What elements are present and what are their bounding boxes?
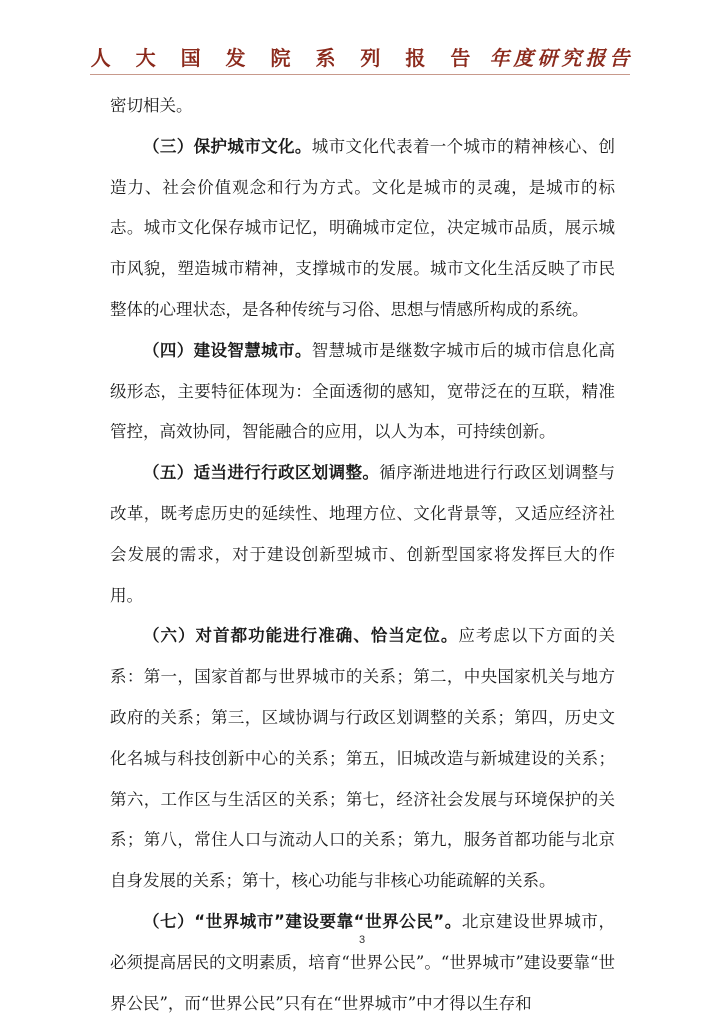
page-number: 3 bbox=[358, 934, 366, 946]
paragraph-text: 北京建设世界城市，必须提高居民的文明素质，培育“世界公民”。“世界城市”建设要靠“世界公民”，而“世界公民”只有在“世界城市”中才得以生存和 bbox=[110, 911, 615, 1013]
paragraph-protect-urban-culture bbox=[110, 127, 615, 331]
paragraph-capital-function bbox=[110, 616, 615, 902]
paragraph-continuation bbox=[110, 86, 615, 127]
paragraph-heading: （三）保护城市文化。 bbox=[143, 136, 312, 156]
report-header bbox=[0, 42, 724, 71]
header-divider bbox=[90, 74, 630, 75]
annual-report-title: 年度研究报告 bbox=[489, 46, 634, 70]
paragraph-heading: （七）“世界城市”建设要靠“世界公民”。 bbox=[143, 911, 462, 931]
paragraph-administrative-division bbox=[110, 453, 615, 616]
paragraph-text: 城市文化代表着一个城市的精神核心、创造力、社会价值观念和行为方式。文化是城市的灵魂，是城市的标志。城市文化保存城市记忆，明确城市定位，决定城市品质，展示城市风貌，塑造城市精神，支撑城市的发展。城市文化生活反映了市民整体的心理状态，是各种传统与习俗、思想与情感所构成的系统。 bbox=[110, 136, 616, 319]
paragraph-smart-city bbox=[110, 331, 615, 453]
paragraph-heading: （四）建设智慧城市。 bbox=[143, 340, 312, 360]
paragraph-text: 循序渐进地进行行政区划调整与改革，既考虑历史的延续性、地理方位、文化背景等，又适应经济社会发展的需求，对于建设创新型城市、创新型国家将发挥巨大的作用。 bbox=[110, 463, 616, 605]
paragraph-text: 密切相关。 bbox=[110, 96, 193, 115]
paragraph-heading: （五）适当进行行政区划调整。 bbox=[143, 463, 380, 483]
paragraph-text: 智慧城市是继数字城市后的城市信息化高级形态，主要特征体现为：全面透彻的感知，宽带泛在的互联，精准管控，高效协同，智能融合的应用，以人为本，可持续创新。 bbox=[110, 340, 616, 442]
series-title: 人 大 国 发 院 系 列 报 告 bbox=[90, 46, 480, 70]
paragraph-world-citizens bbox=[110, 902, 615, 1024]
paragraph-text: 应考虑以下方面的关系：第一，国家首都与世界城市的关系；第二，中央国家机关与地方政府的关系；第三，区域协调与行政区划调整的关系；第四，历史文化名城与科技创新中心的关系；第五，旧城改造与新城建设的关系；第六，工作区与生活区的关系；第七，经济社会发展与环境保护的关系；第八，常住人口与流动人口的关系；第九，服务首都功能与北京自身发展的关系；第十，核心功能与非核心功能疏解的关系。 bbox=[110, 626, 616, 891]
paragraph-heading: （六）对首都功能进行准确、恰当定位。 bbox=[143, 626, 459, 646]
document-body bbox=[110, 86, 615, 1024]
